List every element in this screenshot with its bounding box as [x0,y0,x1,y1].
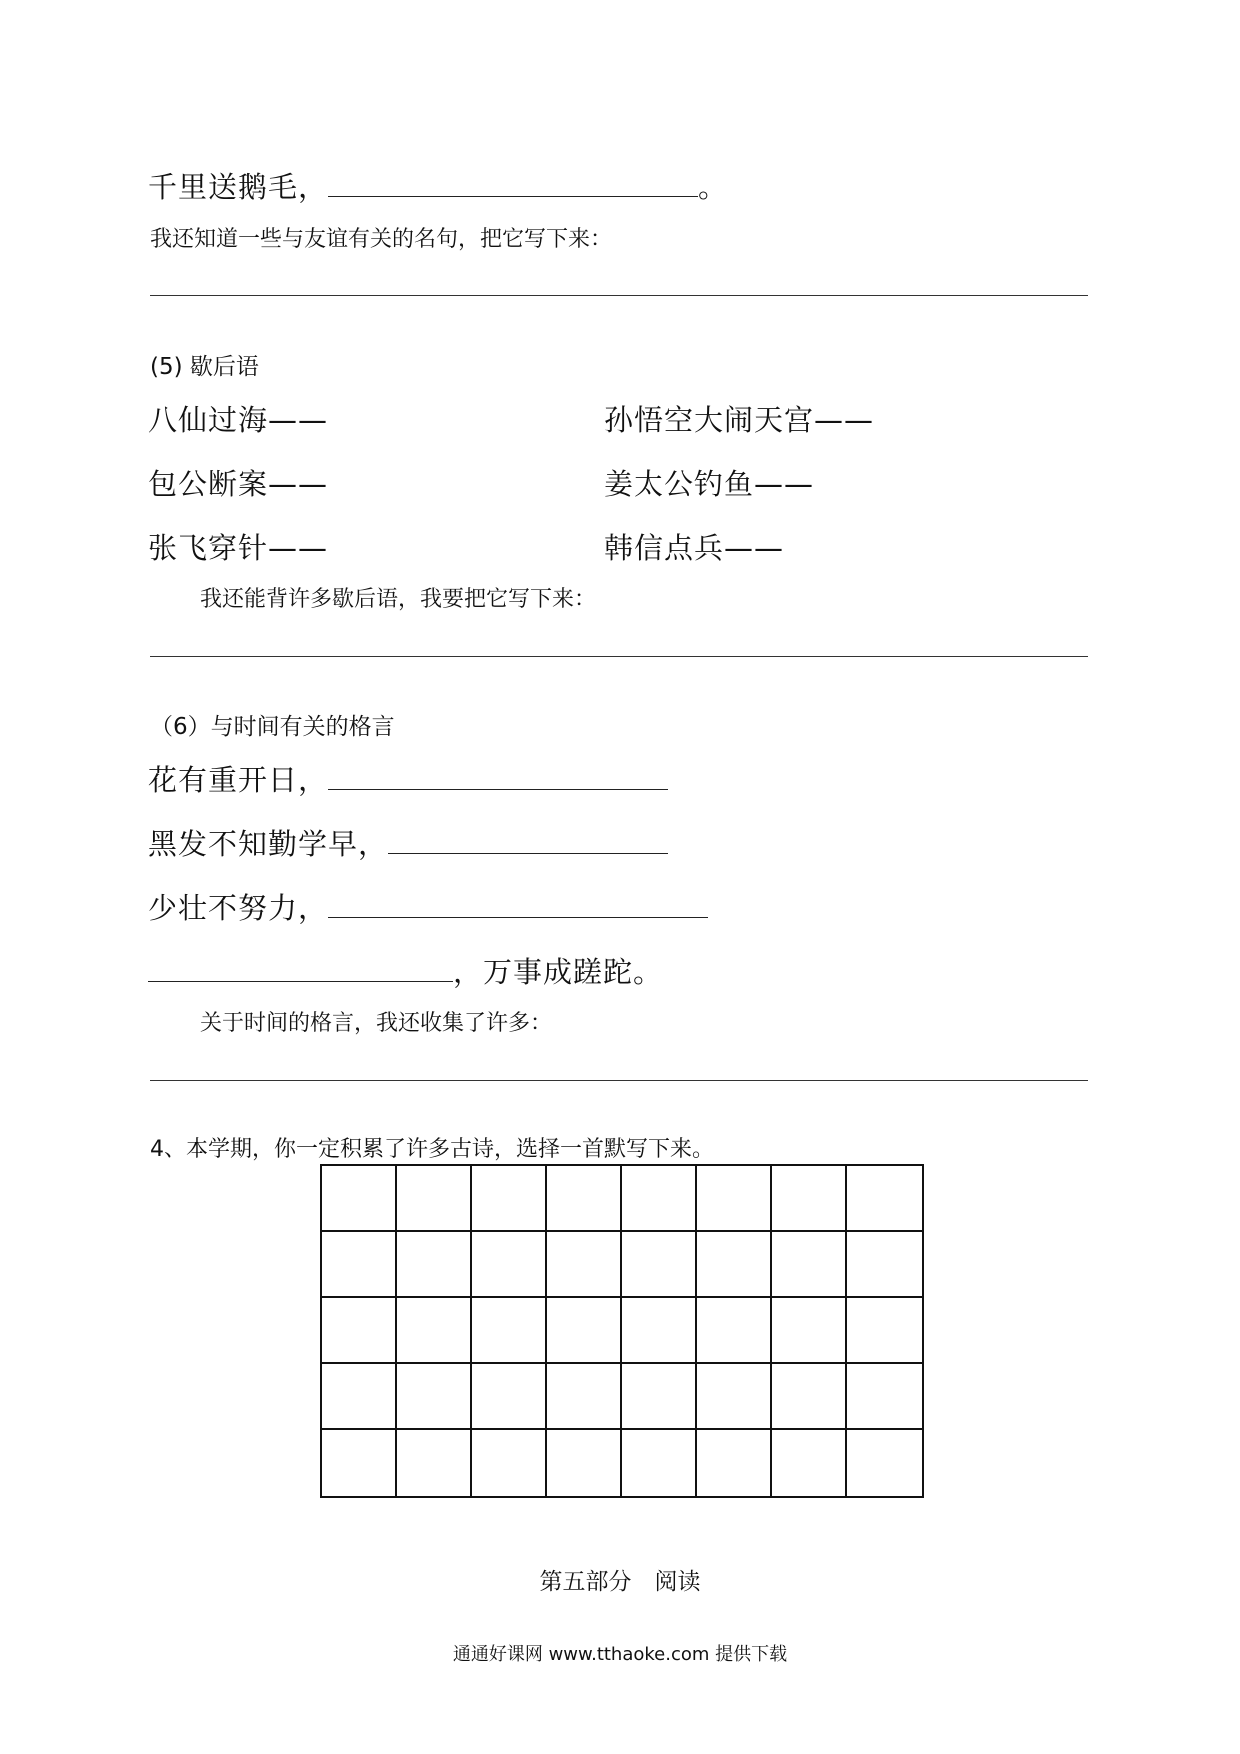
proverb-prefix: 千里送鹅毛， [148,170,329,204]
maxim-prefix: 花有重开日， [148,763,329,797]
xiehouyu-item: 八仙过海—— [148,403,329,437]
footer-text: 通通好课网 www.tthaoke.com 提供下载 [452,1644,788,1665]
grid-cell[interactable] [847,1364,922,1430]
maxim-line-1 [148,758,668,799]
grid-cell[interactable] [547,1232,622,1298]
grid-cell[interactable] [847,1430,922,1496]
grid-cell[interactable] [772,1364,847,1430]
xiehouyu-item: 包公断案—— [148,467,329,501]
grid-cell[interactable] [397,1364,472,1430]
grid-cell[interactable] [622,1430,697,1496]
section-title: 第五部分 阅读 [539,1569,701,1595]
grid-cell[interactable] [697,1364,772,1430]
proverb-suffix: 。 [698,170,729,204]
maxim-suffix: ，万事成蹉跎。 [453,955,664,989]
time-maxims-heading: （6）与时间有关的格言 [150,714,395,740]
grid-cell[interactable] [547,1364,622,1430]
grid-cell[interactable] [322,1430,397,1496]
maxim-prefix: 黑发不知勤学早， [148,827,389,861]
maxim-line-2 [148,822,668,863]
grid-cell[interactable] [472,1166,547,1232]
xiehouyu-heading: (5) 歇后语 [150,354,259,380]
time-maxims-prompt: 关于时间的格言，我还收集了许多： [200,1011,553,1036]
grid-cell[interactable] [697,1430,772,1496]
grid-cell[interactable] [472,1364,547,1430]
grid-cell[interactable] [847,1232,922,1298]
answer-line[interactable] [150,295,1088,296]
grid-cell[interactable] [772,1298,847,1364]
grid-cell[interactable] [547,1166,622,1232]
grid-cell[interactable] [622,1166,697,1232]
grid-cell[interactable] [397,1166,472,1232]
grid-cell[interactable] [772,1430,847,1496]
answer-line[interactable] [150,656,1088,657]
grid-cell[interactable] [472,1298,547,1364]
maxim-line-4 [148,950,663,991]
fill-blank[interactable] [388,827,668,854]
xiehouyu-prompt: 我还能背许多歇后语，我要把它写下来： [200,587,597,612]
grid-cell[interactable] [397,1298,472,1364]
grid-cell[interactable] [697,1166,772,1232]
fill-blank[interactable] [328,891,708,918]
answer-line[interactable] [150,1080,1088,1081]
xiehouyu-item: 韩信点兵—— [604,531,785,565]
friendship-prompt: 我还知道一些与友谊有关的名句，把它写下来： [150,227,613,252]
grid-cell[interactable] [322,1364,397,1430]
grid-cell[interactable] [472,1232,547,1298]
question-4-text: 4、本学期，你一定积累了许多古诗，选择一首默写下来。 [150,1137,714,1162]
xiehouyu-item: 张飞穿针—— [148,531,329,565]
grid-cell[interactable] [697,1298,772,1364]
grid-cell[interactable] [397,1232,472,1298]
grid-cell[interactable] [397,1430,472,1496]
grid-cell[interactable] [547,1430,622,1496]
grid-cell[interactable] [622,1364,697,1430]
xiehouyu-item: 孙悟空大闹天宫—— [604,403,875,437]
grid-cell[interactable] [322,1298,397,1364]
poem-writing-grid [320,1164,924,1498]
fill-blank[interactable] [328,763,668,790]
fill-blank[interactable] [328,170,698,197]
xiehouyu-item: 姜太公钓鱼—— [604,467,815,501]
maxim-prefix: 少壮不努力， [148,891,329,925]
grid-cell[interactable] [322,1166,397,1232]
grid-cell[interactable] [547,1298,622,1364]
fill-blank[interactable] [148,955,453,982]
grid-cell[interactable] [622,1298,697,1364]
grid-cell[interactable] [472,1430,547,1496]
grid-cell[interactable] [772,1166,847,1232]
proverb-line-friendship [148,165,728,206]
grid-cell[interactable] [322,1232,397,1298]
grid-cell[interactable] [697,1232,772,1298]
grid-cell[interactable] [847,1166,922,1232]
maxim-line-3 [148,886,708,927]
grid-cell[interactable] [847,1298,922,1364]
grid-cell[interactable] [772,1232,847,1298]
grid-cell[interactable] [622,1232,697,1298]
